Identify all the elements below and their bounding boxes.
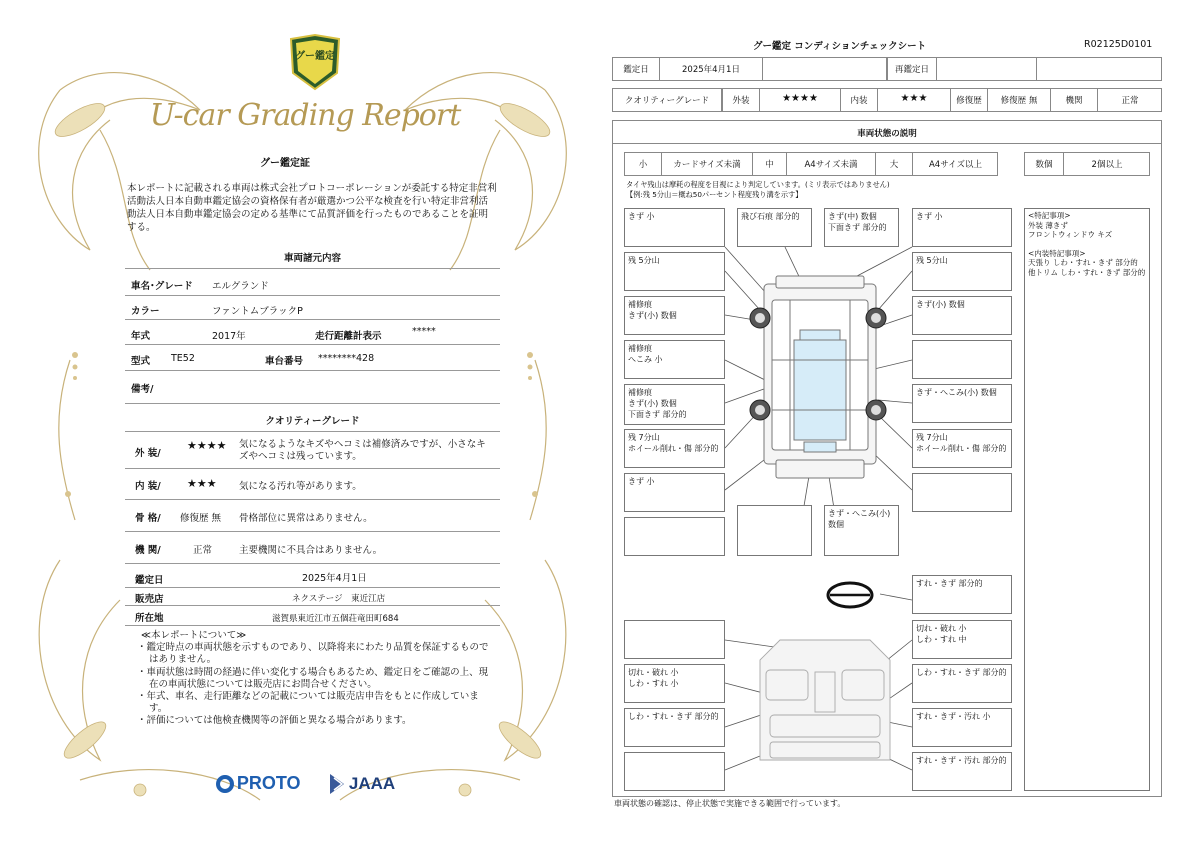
- condition-heading: 車両状態の説明: [857, 129, 917, 139]
- divider: [125, 431, 500, 432]
- spec-row-remarks: [125, 371, 500, 404]
- grade-row-frame: [125, 500, 500, 532]
- condition-cell: きず 小: [912, 208, 1012, 247]
- interior-cell: すれ・きず・汚れ 小: [912, 708, 1012, 747]
- condition-cell: 補修痕 へこみ 小: [624, 340, 725, 379]
- chassis-label: 車台番号: [265, 356, 304, 367]
- note-item: ・年式、車名、走行距離などの記載については販売店申告をもとに作成しています。: [137, 691, 479, 715]
- info-row-dealer: [125, 588, 500, 606]
- interior-cell: [624, 752, 725, 791]
- dealer-label: 販売店: [135, 594, 164, 605]
- size-mid-desc: A4サイズ未満: [804, 160, 858, 170]
- note-item: ・車両状態は時間の経過に伴い変化する場合もあるため、鑑定日をご確認の上、現在の車両状態については販売店にお問合せください。: [137, 666, 489, 690]
- interior-stars: ★★★: [900, 93, 928, 104]
- condition-cell: [624, 517, 725, 556]
- condition-cell: 補修痕 きず(小) 数個: [624, 296, 725, 335]
- condition-cell: [737, 505, 812, 556]
- spec-row-model: [125, 345, 500, 371]
- address-label: 所在地: [135, 613, 164, 624]
- footer-note: 車両状態の確認は、停止状態で実施できる範囲で行っています。: [614, 799, 846, 808]
- special-notes-box: [1024, 208, 1150, 791]
- intro-text: 本レポートに記載される車両は株式会社プロトコーポレーションが委託する特定非営利活動法人日本自動車鑑定協会の資格保有者が厳選かつ公平な検査を行い特定非営利活動法人日本自動車鑑定協会の定める基準にて品質評価を行ったものであることを証明する。: [127, 183, 497, 233]
- certificate-heading: グー鑑定証: [260, 158, 310, 169]
- date-value: 2025年4月1日: [302, 573, 367, 584]
- engine-label: 機関: [1065, 96, 1083, 106]
- interior-cell: 切れ・破れ 小 しわ・すれ 小: [624, 664, 725, 703]
- info-row-address: [125, 606, 500, 626]
- size-small: 小: [638, 160, 648, 170]
- model-label: 型式: [131, 356, 151, 367]
- interior-text: 気になる汚れ等があります。: [239, 481, 362, 492]
- condition-cell: 飛び石痕 部分的: [737, 208, 812, 247]
- date-label: 鑑定日: [135, 575, 164, 586]
- grade-row-interior: [125, 469, 500, 500]
- interior-cell: 切れ・破れ 小 しわ・すれ 中: [912, 620, 1012, 659]
- exterior-stars: ★★★★: [187, 439, 227, 452]
- notes-heading: ≪本レポートについて≫: [141, 630, 247, 641]
- frame-text: 骨格部位に異常はありません。: [239, 513, 373, 524]
- mileage-value: *****: [412, 326, 436, 337]
- condition-cell: きず(中) 数個 下面きず 部分的: [824, 208, 899, 247]
- interior-special-heading: <内装特記事項>: [1028, 248, 1086, 258]
- proto-logo-text: PROTO: [236, 773, 301, 793]
- size-large: 大: [889, 160, 899, 170]
- date-label: 鑑定日: [623, 65, 649, 75]
- proto-mark-icon: [216, 775, 234, 793]
- note-item: ・評価については他検査機関等の評価と異なる場合があります。: [137, 715, 412, 727]
- color-value: ファントムブラックP: [212, 306, 303, 317]
- condition-check-sheet: [600, 0, 1200, 848]
- exterior-text: 気になるようなキズやヘコミは補修済みですが、小さなキズやヘコミは残っています。: [239, 439, 486, 462]
- repair-value: 修復歴 無: [1000, 96, 1038, 106]
- tire-cell: 残 7分山 ホイール削れ・傷 部分的: [624, 429, 725, 468]
- name-label: 車名･グレード: [131, 281, 193, 292]
- interior-stars: ★★★: [187, 477, 217, 490]
- engine-label: 機 関/: [135, 545, 161, 556]
- note-item: ・鑑定時点の車両状態を示すものであり、以降将来にわたり品質を保証するものではありません。: [137, 642, 489, 666]
- interior-cell: [624, 620, 725, 659]
- spec-row-name: [125, 270, 500, 296]
- interior-cell: しわ・すれ・きず 部分的: [912, 664, 1012, 703]
- engine-value: 正常: [193, 545, 213, 556]
- year-label: 年式: [131, 331, 151, 342]
- interior-special-text: 天張り しわ・すれ・きず 部分的 他トリム しわ・すれ・きず 部分的: [1028, 258, 1146, 277]
- info-row-date: [125, 564, 500, 588]
- address-value: 滋賀県東近江市五個荘竜田町684: [272, 614, 399, 624]
- interior-label: 内装: [850, 96, 868, 106]
- frame-value: 修復歴 無: [180, 513, 222, 524]
- condition-cell: きず 小: [624, 208, 725, 247]
- tire-cell: 残 5分山: [624, 252, 725, 291]
- special-heading: <特記事項>: [1028, 211, 1071, 220]
- jaaa-logo-text: JAAA: [348, 774, 396, 793]
- exterior-stars: ★★★★: [782, 93, 818, 104]
- quality-heading: クオリティーグレード: [265, 416, 360, 427]
- spec-row-year: [125, 320, 500, 345]
- repair-label: 修復歴: [956, 96, 982, 106]
- count-label: 数個: [1035, 160, 1053, 170]
- size-small-desc: カードサイズ未満: [673, 160, 741, 170]
- condition-cell: 補修痕 きず(小) 数個 下面きず 部分的: [624, 384, 725, 425]
- report-title: U-car Grading Report: [149, 98, 461, 133]
- proto-logo: [216, 773, 301, 799]
- condition-cell: きず・へこみ(小) 数個: [824, 505, 899, 556]
- condition-cell: [912, 473, 1012, 512]
- size-mid: 中: [765, 160, 774, 170]
- year-value: 2017年: [212, 331, 246, 342]
- dealer-value: ネクステージ 東近江店: [292, 594, 386, 604]
- tire-cell: 残 7分山 ホイール削れ・傷 部分的: [912, 429, 1012, 468]
- size-large-desc: A4サイズ以上: [928, 160, 983, 170]
- report-notes: [137, 630, 497, 728]
- specs-heading: 車両諸元内容: [283, 253, 341, 264]
- reinspect-label: 再鑑定日: [894, 65, 929, 75]
- jaaa-logo: [328, 772, 395, 798]
- frame-label: 骨 格/: [135, 513, 161, 524]
- condition-cell: [912, 340, 1012, 379]
- chassis-value: ********428: [318, 353, 375, 364]
- divider: [125, 268, 500, 269]
- condition-cell: きず・へこみ(小) 数個: [912, 384, 1012, 423]
- interior-cell: すれ・きず・汚れ 部分的: [912, 752, 1012, 791]
- sheet-title: グー鑑定 コンディションチェックシート: [753, 41, 927, 52]
- condition-cell: きず 小: [624, 473, 725, 512]
- count-desc: 2個以上: [1091, 160, 1123, 170]
- document-id: R02125D0101: [1084, 39, 1153, 50]
- condition-cell: きず(小) 数個: [912, 296, 1012, 335]
- spec-row-color: [125, 296, 500, 320]
- model-value: TE52: [171, 353, 195, 364]
- mileage-label: 走行距離計表示: [315, 331, 382, 342]
- name-value: エルグランド: [212, 281, 269, 292]
- interior-label: 内 装/: [135, 481, 161, 492]
- color-label: カラー: [131, 306, 160, 317]
- grade-row-engine: [125, 532, 500, 564]
- exterior-label: 外装: [732, 96, 750, 106]
- interior-cell: すれ・きず 部分的: [912, 575, 1012, 614]
- tire-cell: 残 5分山: [912, 252, 1012, 291]
- special-text: 外装 薄きず フロントウィンドウ キズ: [1028, 220, 1113, 239]
- quality-grade-label: クオリティーグレード: [624, 96, 710, 106]
- interior-cell: しわ・すれ・きず 部分的: [624, 708, 725, 747]
- tire-note: タイヤ残山は摩耗の程度を目視により判定しています。(ミリ表示ではありません): [626, 180, 890, 189]
- exterior-label: 外 装/: [135, 448, 161, 459]
- tire-example-note: 【例:残 5分山＝概ね50パーセント程度残り溝を示す】: [626, 190, 803, 199]
- remarks-label: 備考/: [131, 384, 154, 395]
- engine-text: 主要機関に不具合はありません。: [239, 545, 383, 556]
- grade-row-exterior: [125, 433, 500, 469]
- engine-value: 正常: [1121, 96, 1139, 106]
- date-value: 2025年4月1日: [682, 65, 740, 75]
- goo-badge-logo: [287, 33, 343, 91]
- jaaa-mark-icon: [328, 772, 346, 796]
- badge-label: グー鑑定: [295, 51, 335, 62]
